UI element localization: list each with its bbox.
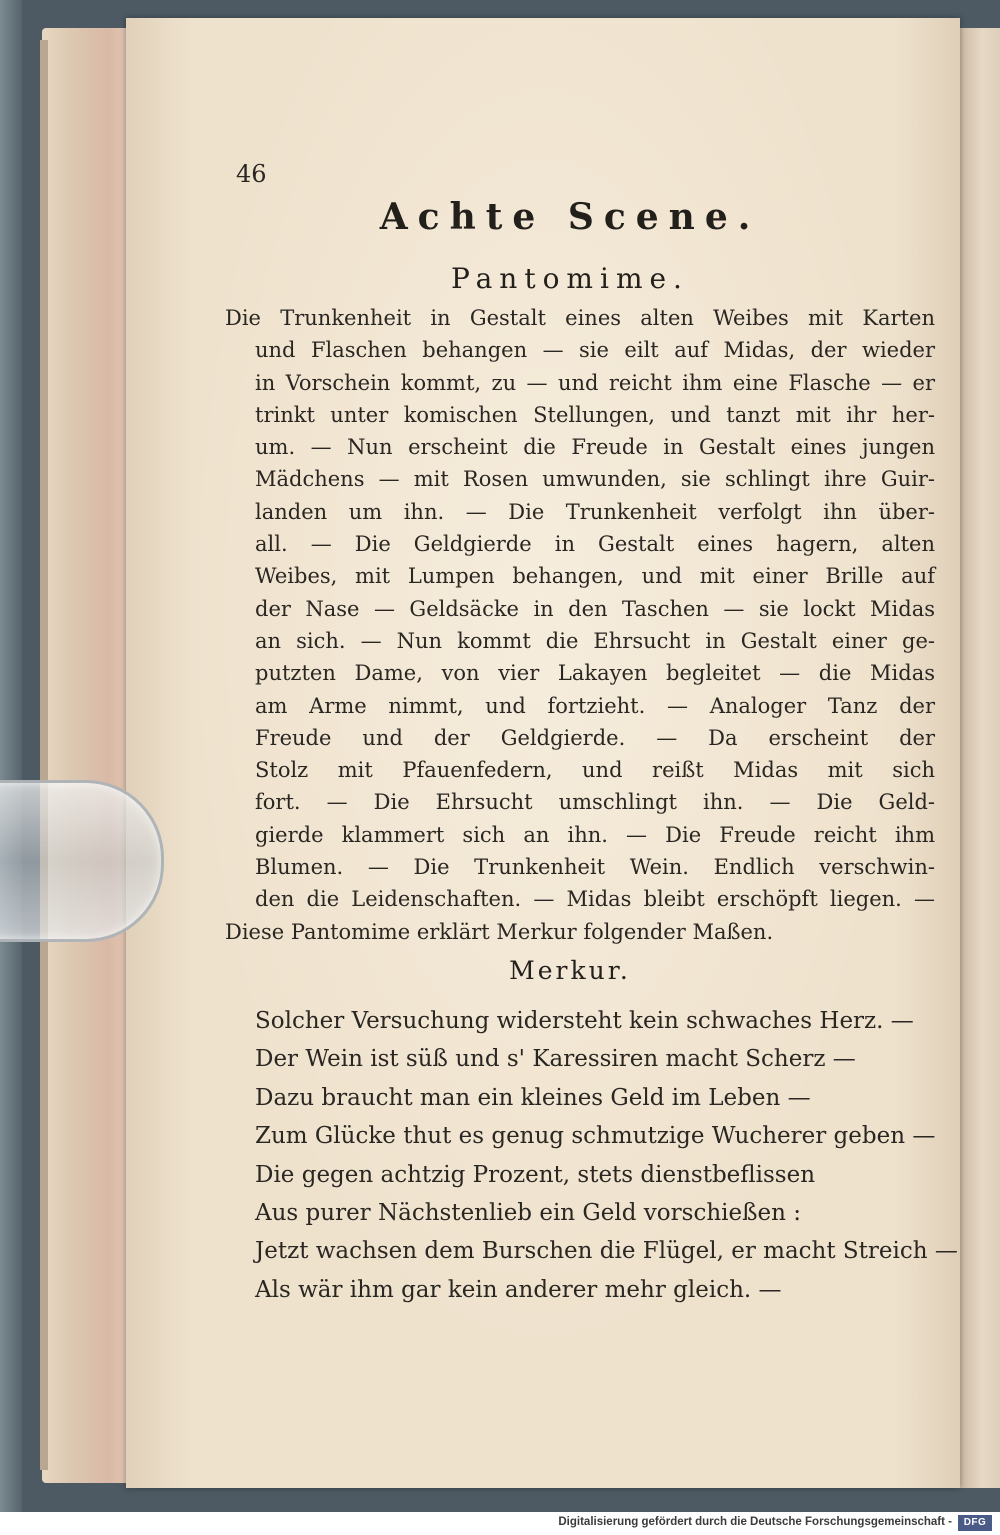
stage-direction-line: all. — Die Geldgierde in Gestalt eines hagern, alten: [255, 532, 935, 557]
stage-direction-line: am Arme nimmt, und fortzieht. — Analoger Tanz der: [255, 693, 935, 718]
stage-direction-line: um. — Nun erscheint die Freude in Gestalt eines jungen: [255, 435, 935, 460]
scene-subtitle: Pantomime.: [451, 262, 689, 295]
dfg-logo: DFG: [958, 1515, 992, 1531]
verse-line: Solcher Versuchung widersteht kein schwaches Herz. —: [255, 1008, 914, 1034]
stage-direction-line: putzten Dame, von vier Lakayen begleitet — die Midas: [255, 661, 935, 686]
digitization-credit: Digitalisierung gefördert durch die Deutsche Forschungsgemeinschaft -: [558, 1516, 952, 1528]
glass-page-clip: [0, 780, 164, 942]
stage-direction-line: und Flaschen behangen — sie eilt auf Midas, der wieder: [255, 338, 935, 363]
stage-direction-line: den die Leidenschaften. — Midas bleibt erschöpft liegen. —: [255, 887, 935, 912]
stage-direction-line: gierde klammert sich an ihn. — Die Freude reicht ihm: [255, 822, 935, 847]
verse-block: [255, 1002, 958, 1309]
page-number: 46: [236, 160, 267, 188]
verse-line: Dazu braucht man ein kleines Geld im Leben —: [255, 1084, 811, 1111]
stage-direction-line: landen um ihn. — Die Trunkenheit verfolgt ihn über-: [255, 499, 935, 524]
stage-direction-line: an sich. — Nun kommt die Ehrsucht in Gestalt einer ge-: [255, 628, 935, 653]
page-stack-edge: [40, 40, 48, 1470]
stage-direction-line: Stolz mit Pfauenfedern, und reißt Midas mit sich: [255, 758, 935, 783]
footer-bar: [0, 1512, 1000, 1535]
verse-line: Als wär ihm gar kein anderer mehr gleich. —: [255, 1276, 782, 1303]
stage-direction-line: trinkt unter komischen Stellungen, und tanzt mit ihr her-: [255, 402, 935, 427]
stage-direction-line: Die Trunkenheit in Gestalt eines alten Weibes mit Karten: [225, 306, 935, 330]
stage-direction-line: Freude und der Geldgierde. — Da erscheint der: [255, 725, 935, 750]
verse-line: Jetzt wachsen dem Burschen die Flügel, er macht Streich —: [255, 1238, 958, 1265]
stage-direction-line: Blumen. — Die Trunkenheit Wein. Endlich verschwin-: [255, 855, 935, 880]
stage-direction-line: in Vorschein kommt, zu — und reicht ihm eine Flasche — er: [255, 370, 935, 395]
facing-page-edge: [958, 28, 1000, 1488]
speaker-name: Merkur.: [509, 956, 631, 985]
verse-line: Zum Glücke thut es genug schmutzige Wucherer geben —: [255, 1123, 936, 1150]
verse-line: Aus purer Nächstenlieb ein Geld vorschießen :: [255, 1200, 801, 1227]
stage-direction-line: der Nase — Geldsäcke in den Taschen — sie lockt Midas: [255, 596, 935, 621]
verse-line: Der Wein ist süß und s' Karessiren macht Scherz —: [255, 1046, 856, 1073]
stage-direction: [225, 302, 935, 948]
stage-direction-line: fort. — Die Ehrsucht umschlingt ihn. — Die Geld-: [255, 790, 935, 815]
scene-title: Achte Scene.: [379, 196, 761, 238]
verse-line: Die gegen achtzig Prozent, stets dienstbeflissen: [255, 1161, 816, 1188]
stage-direction-line: Diese Pantomime erklärt Merkur folgender Maßen.: [225, 919, 774, 944]
stage-direction-line: Mädchens — mit Rosen umwunden, sie schlingt ihre Guir-: [255, 467, 935, 492]
stage-direction-line: Weibes, mit Lumpen behangen, und mit einer Brille auf: [255, 564, 935, 589]
book-spine: [0, 0, 22, 1512]
